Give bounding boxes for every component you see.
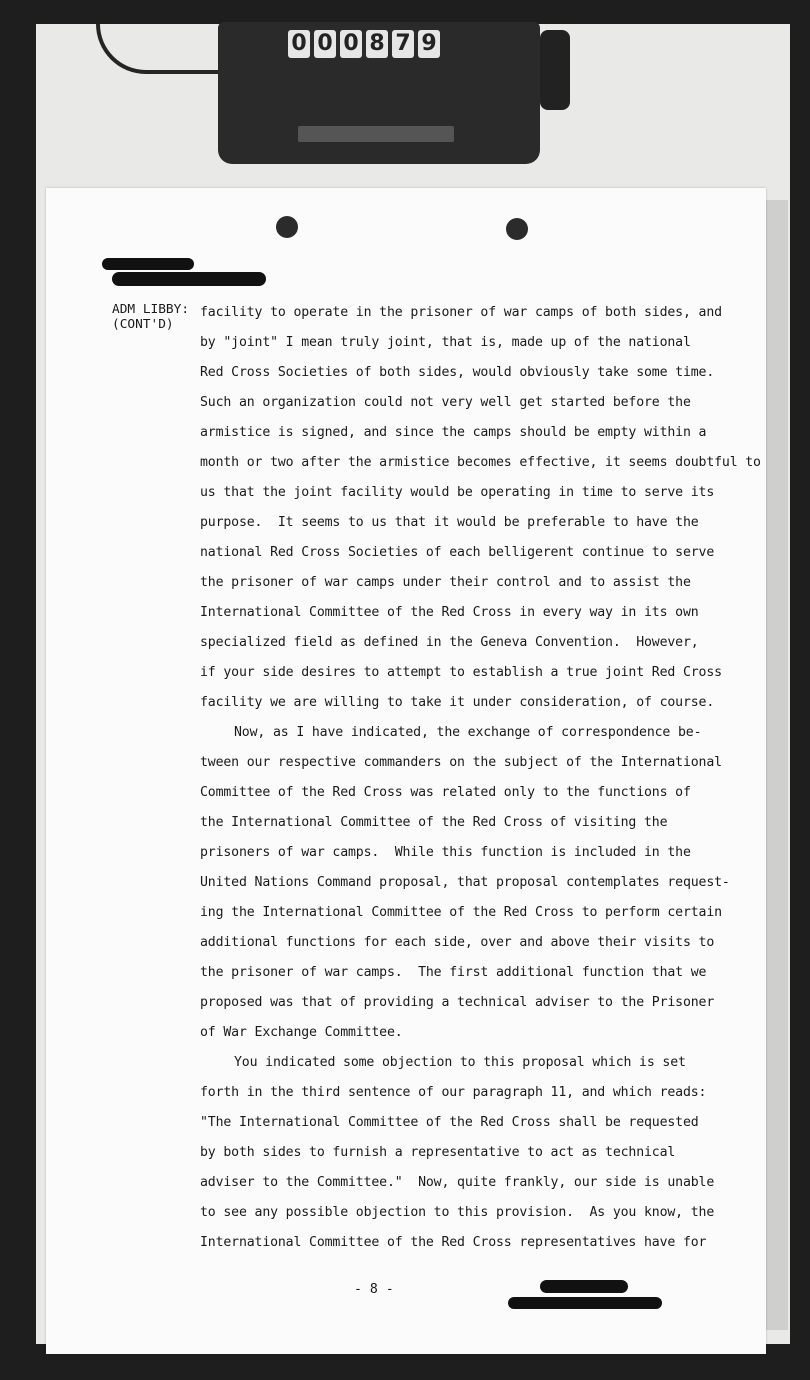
text-line: by "joint" I mean truly joint, that is, made up of the national: [200, 335, 691, 350]
text-line: the International Committee of the Red Cross of visiting the: [200, 815, 668, 830]
text-line: You indicated some objection to this proposal which is set: [234, 1055, 686, 1070]
text-line: International Committee of the Red Cross representatives have for: [200, 1235, 707, 1250]
text-line: United Nations Command proposal, that proposal contemplates request-: [200, 875, 730, 890]
frame-counter-device: [218, 22, 540, 164]
text-line: Committee of the Red Cross was related only to the functions of: [200, 785, 691, 800]
transcript-body: [200, 298, 761, 1258]
text-line: to see any possible objection to this provision. As you know, the: [200, 1205, 715, 1220]
speaker-label: ADM LIBBY: (CONT'D): [112, 302, 190, 332]
text-line: Such an organization could not very well get started before the: [200, 395, 691, 410]
text-line: additional functions for each side, over and above their visits to: [200, 935, 715, 950]
redaction-bar: [102, 258, 194, 270]
redaction-bar: [112, 272, 266, 286]
redaction-bar: [540, 1280, 628, 1293]
text-line: by both sides to furnish a representative to act as technical: [200, 1145, 676, 1160]
page-number: - 8 -: [354, 1282, 394, 1297]
text-line: national Red Cross Societies of each belligerent continue to serve: [200, 545, 715, 560]
text-line: adviser to the Committee." Now, quite frankly, our side is unable: [200, 1175, 715, 1190]
punch-hole: [276, 216, 298, 238]
counter-digit: 0: [314, 30, 336, 58]
counter-digits: [288, 30, 440, 58]
counter-digit: 9: [418, 30, 440, 58]
text-line: facility to operate in the prisoner of war camps of both sides, and: [200, 305, 722, 320]
text-line: International Committee of the Red Cross in every way in its own: [200, 605, 699, 620]
text-line: ing the International Committee of the Red Cross to perform certain: [200, 905, 722, 920]
text-line: purpose. It seems to us that it would be preferable to have the: [200, 515, 699, 530]
text-line: the prisoner of war camps. The first additional function that we: [200, 965, 707, 980]
counter-digit: 8: [366, 30, 388, 58]
text-line: if your side desires to attempt to establish a true joint Red Cross: [200, 665, 722, 680]
punch-hole: [506, 218, 528, 240]
text-line: "The International Committee of the Red Cross shall be requested: [200, 1115, 699, 1130]
text-line: armistice is signed, and since the camps should be empty within a: [200, 425, 707, 440]
text-line: the prisoner of war camps under their control and to assist the: [200, 575, 691, 590]
underlying-page-edge: [766, 200, 788, 1330]
counter-digit: 0: [340, 30, 362, 58]
text-line: prisoners of war camps. While this function is included in the: [200, 845, 691, 860]
text-line: tween our respective commanders on the subject of the International: [200, 755, 722, 770]
counter-digit: 7: [392, 30, 414, 58]
text-line: proposed was that of providing a technical adviser to the Prisoner: [200, 995, 715, 1010]
text-line: specialized field as defined in the Geneva Convention. However,: [200, 635, 699, 650]
text-line: forth in the third sentence of our paragraph 11, and which reads:: [200, 1085, 707, 1100]
text-line: Now, as I have indicated, the exchange of correspondence be-: [234, 725, 702, 740]
text-line: Red Cross Societies of both sides, would obviously take some time.: [200, 365, 715, 380]
counter-plate: [298, 126, 454, 142]
text-line: month or two after the armistice becomes effective, it seems doubtful to: [200, 455, 761, 470]
counter-digit: 0: [288, 30, 310, 58]
text-line: facility we are willing to take it under consideration, of course.: [200, 695, 715, 710]
text-line: us that the joint facility would be operating in time to serve its: [200, 485, 715, 500]
counter-knob: [540, 30, 570, 110]
document-page: [46, 188, 766, 1354]
text-line: of War Exchange Committee.: [200, 1025, 403, 1040]
redaction-bar: [508, 1297, 662, 1309]
